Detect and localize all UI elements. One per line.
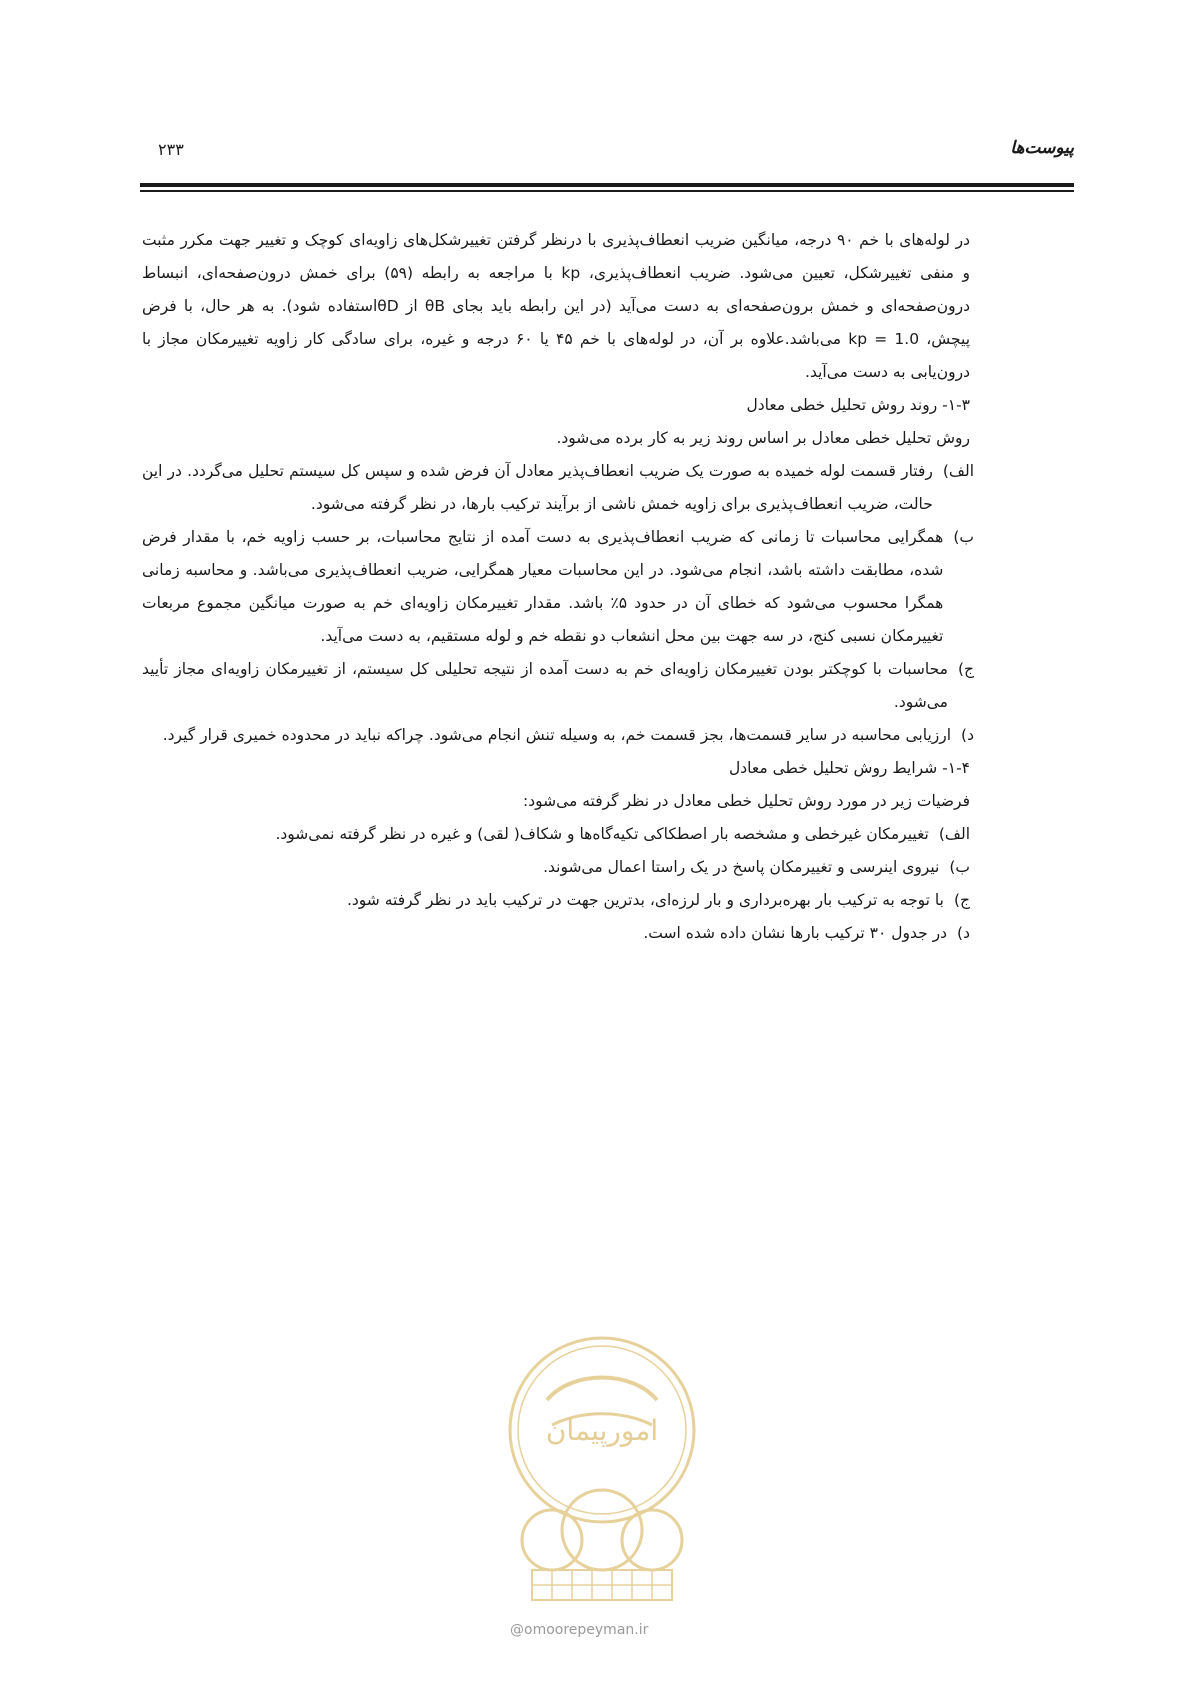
item-label: ب) [949, 858, 970, 876]
item-text: تغییرمکان غیرخطی و مشخصه بار اصطکاکی تکیه‌گاه‌ها و شکاف( لقی) و غیره در نظر گرفته نمی‌شود. [275, 825, 929, 843]
item-text: در جدول ۳۰ ترکیب بارها نشان داده شده است. [643, 924, 948, 942]
list-item [142, 653, 974, 719]
intro-line: در لوله‌های با خم ۹۰ درجه، میانگین ضریب انعطاف‌پذیری با درنظر گرفتن تغییرشکل‌های زاویه‌ای کوچک و تغییر [256, 231, 970, 249]
section-heading: ۱-۴- شرایط روش تحلیل خطی معادل [729, 759, 970, 777]
item-text: محاسبات با کوچکتر بودن تغییرمکان زاویه‌ای خم به دست آمده از نتیجه تحلیلی کل سیستم، از تغییرمکان زاویه‌ای مجاز تأیید می‌شود. [142, 660, 948, 711]
procedure-list [142, 455, 974, 752]
section-lead: روش تحلیل خطی معادل بر اساس روند زیر به کار برده می‌شود. [556, 429, 970, 447]
item-label: ب) [953, 528, 974, 546]
item-text: با توجه به ترکیب بار بهره‌برداری و بار لرزه‌ای، بدترین جهت در ترکیب باید در نظر گرفته شود. [346, 891, 944, 909]
page-number: ۲۳۳ [158, 140, 184, 159]
watermark-logo-icon [492, 1330, 712, 1620]
item-text: نیروی اینرسی و تغییرمکان پاسخ در یک راستا اعمال می‌شوند. [543, 858, 940, 876]
item-label: الف) [938, 825, 970, 843]
list-item [142, 917, 970, 950]
item-label: د) [957, 924, 970, 942]
watermark-logo-text: امورپیمان [545, 1414, 659, 1447]
intro-line: غیره، برای سادگی کار زاویه تغییرمکان مجاز با درون‌یابی به دست می‌آید. [142, 330, 970, 381]
page-header [140, 138, 1074, 168]
list-item [142, 719, 974, 752]
list-item [142, 884, 970, 917]
assumptions-list [142, 818, 970, 950]
page-body [142, 224, 974, 950]
intro-line: جهت مکرر مثبت و منفی تغییرشکل، تعیین می‌شود. ضریب انعطاف‌پذیری، kp با مراجعه به رابطه (۵۹) برای خمش [142, 231, 970, 282]
header-rule-thin [140, 190, 1074, 192]
list-item [142, 851, 970, 884]
section-heading: ۱-۳- روند روش تحلیل خطی معادل [746, 396, 970, 414]
list-item [142, 818, 970, 851]
item-text: ارزیابی محاسبه در سایر قسمت‌ها، بجز قسمت خم، به وسیله تنش انجام می‌شود. چراکه نباید در محدوده خمیری قرار گیرد. [162, 726, 952, 744]
intro-line: θDاستفاده شود). به هر حال، با فرض پیچش، kp = 1.0 می‌باشد.علاوه بر آن، در لوله‌های با خم ۴۵ یا ۶۰ درجه و [142, 297, 971, 348]
header-rule-thick [140, 183, 1074, 187]
intro-line: درون‌صفحه‌ای، انبساط درون‌صفحه‌ای و خمش برون‌صفحه‌ای به دست می‌آید (در این رابطه باید بجای θB از [142, 264, 971, 315]
item-label: الف) [942, 462, 974, 480]
watermark-url: @omoorepeyman.ir [510, 1622, 649, 1638]
intro-paragraph [142, 224, 970, 389]
section-lead: فرضیات زیر در مورد روش تحلیل خطی معادل در نظر گرفته می‌شود: [522, 792, 970, 810]
list-item [142, 521, 974, 653]
item-label: د) [961, 726, 974, 744]
list-item [142, 455, 974, 521]
item-text: همگرایی محاسبات تا زمانی که ضریب انعطاف‌پذیری به دست آمده از نتایج محاسبات، بر حسب زاویه خم، با مقدار فرض شده، مطابقت داشته باشد، انجام می‌شود. در این محاسبات معیار همگرایی، ضریب انعطاف‌پذیری می‌باشد. و محاسبه زمانی همگرا محسوب می‌شود که خطای آن در حدود ۵٪ باشد. مقدار تغییرمکان زاویه‌ای خم به صورت میانگین مجموع مربعات تغییرمکان نسبی کنج، در سه جهت بین محل انشعاب دو نقطه خم و لوله مستقیم، به دست می‌آید. [142, 528, 944, 645]
item-label: ج) [957, 660, 974, 678]
item-text: رفتار قسمت لوله خمیده به صورت یک ضریب انعطاف‌پذیر معادل آن فرض شده و سپس کل سیستم تحلیل می‌گردد. در این حالت، ضریب انعطاف‌پذیری برای زاویه خمش ناشی از برآیند ترکیب بارها، در نظر گرفته می‌شود. [142, 462, 933, 513]
running-title: پیوست‌ها [1010, 138, 1074, 158]
item-label: ج) [953, 891, 970, 909]
